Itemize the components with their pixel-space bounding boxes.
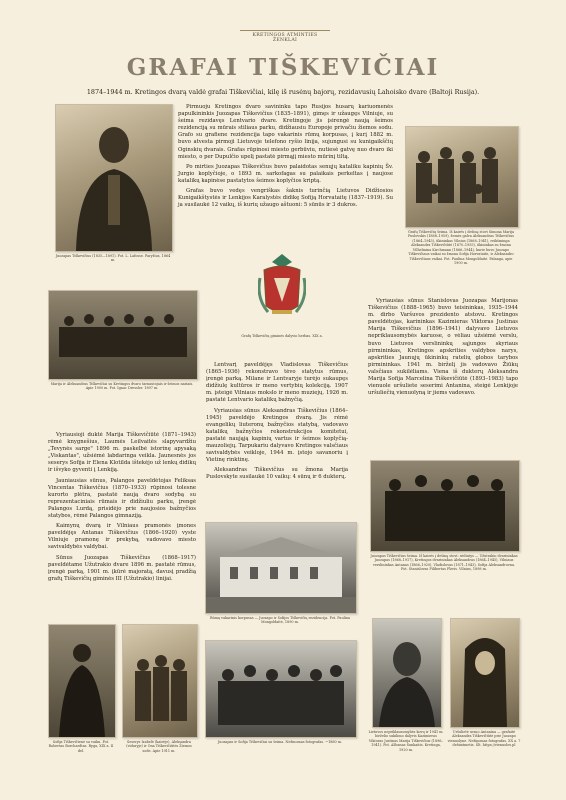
photo-family-group-right xyxy=(405,126,519,228)
middle-paragraph-2: Vyriausias sūnus Aleksandras Tiškevičius (1864–1945) paveldėjo Kretingos dvarą. Jis rėmė evangelikų liuteronų bažnyčios statybą, vadovavo katalikų bažnyčios rekonstrukcijos komitetui, pastatė naująją kapinių vartus ir šeimos koplyčią-mauzoliejų. Tarpukariu dalyvavo Kretingos valsčiaus savivaldybės veikloje, 1944 m. įstojo savanoriu į Vietinę rinktinę. xyxy=(206,407,348,464)
photo-seserys xyxy=(122,624,198,738)
portrait-figure-icon xyxy=(56,105,172,251)
group-bottom-figures-icon xyxy=(206,641,356,737)
middle-text xyxy=(206,362,348,485)
intro-paragraph-2: Po mirties Juozapas Tiškevičius buvo palaidotas senųjų kataliku kapinių Šv. Jurgio koplyčioje, o 1893 m. sarkofagas su palaikais perkeltas į naujose katalikų kapinėse pastatytos šeimos koplyčios kriptą. xyxy=(178,163,393,184)
caption-juozapas: Juozapas Tiškevičius (1835—1891). Fot. L. Lafosse. Paryžius, 1864 m. xyxy=(55,254,171,263)
intro-text xyxy=(178,104,393,212)
caption-group-bottom: Juozapas ir Sofija Tiškevičiai su šeima. Nežinomas fotografas. ~1880 m. xyxy=(217,740,343,744)
caption-seserys: Seserys Izabelė (kairėje), Aleksandra (viduryje) ir Ona Tiškevičiūtės Žiemos sode. Apie 1911 m. xyxy=(126,740,192,753)
series-label: KRETINGOS ATMINTIES ŽENKLAI xyxy=(252,33,318,43)
sofija-figure-icon xyxy=(49,625,115,737)
intro-paragraph-3: Grafas buvo vedęs vengriškas šaknis turinčią Lietuvos Didžiosios Kunigaikštystės ir Lenkijos Karalystės didikę Sofiją Horvataitę (1837–1919). Su ja susilaukė 12 vaikų, iš kurių užaugo aštuoni: 5 sūnūs ir 3 dukros. xyxy=(178,188,393,209)
left-paragraph-2: Jauniausias sūnus, Palangos paveldėtojas Feliksas Vincentas Tiškevičius (1870–1933) rūpinosi tolesne kurorto plėtra, pastatė naują dvaro sodybą su reprezentaciniais rūmais ir didžiuliu parku, įrengė Palangos Lurdą, prisidėjo prie naujosios bažnyčios statybos, rėmė Palangos gimnaziją. xyxy=(48,477,196,520)
intro-paragraph-1: Pirmuoju Kretingos dvaro savininku tapo Rusijos husarų kariuomenės papulkininkis Juozapas Tiškevičius (1835–1891), gimęs ir užaugęs Vilniuje, su šeima rezidavęs Lentvario dvare. Kretingoje jis įsirengė naują šeimos rezidenciją su mūrais stiliaus parku, didžiausiu Europoje privačiu žiemos sodu. Grafo su grafiene rezidencija tapo vakarinis rūmų korpusas, į kurį 1882 m. buvo atvesta pirmoji Lietuvoje telefono ryšio linija, sujungusi su kunigaikščių Oginskių dvarais. Grafas rūpinosi miesto gerbūviu, nutiesė gatvę nuo dvaro iki miesto, o per Dupulčio upelį pastatė pirmąjį miesto mūrinį tiltą. xyxy=(178,104,393,160)
caption-kazimieras: Lietuvos nepriklausomybės kovų ir 1941 m. birželio sukilimo dalyvis Kazimieras Viktoras Justinas Marija Tiškevičius (1896–1941). Fot. Alfonsas Sunkaitis. Kretinga, 1920 m. xyxy=(368,730,444,752)
page-subtitle: 1874–1944 m. Kretingos dvarą valdė grafai Tiškevičiai, kilę iš rusėnų bajorų, rezidavusių Lahoisko dvare (Baltoji Rusija). xyxy=(86,88,480,96)
left-paragraph-1: Vyriausioji duktė Marija Tiškevičiūtė (1871–1943) rėmė knygnešius, Laumės Leilvaitės slapyvardžiu „Tevynės sarge" 1896 m. paskelbė istorinę apysaką „Viskantas", užsiėmė labdaringa veikla. Jaunesnės jos seserys Sofija ir Elena Klotilda ištekėjo už lenkų didikų ir išvyko gyventi į Lenkiją. xyxy=(48,432,196,474)
photo-family-group-middle-right xyxy=(370,460,520,552)
seserys-figures-icon xyxy=(123,625,197,737)
caption-sofija: Sofija Tiškevičienė su vaiku. Fot. Robertas Borchardtas. Ryga, XIX a. II del. xyxy=(48,740,114,753)
photo-antanina xyxy=(450,618,520,728)
caption-family-middle-right: Juozapas Tiškevičius šeima. Iš kairės į dešinę stovi: sėdintys — Užutrakio dvarininkas Juozapas (1868–1917), Kretingos dvarininkas Aleksandras (1864–1945), Vilniaus verslininkas Antanas (1866–1920), Vladislovas (1871–1943), Sofija Aleksandrovna. Fot. Stanislovas Filibertas Fleris. Vilnius, 1898 m. xyxy=(370,554,518,572)
kazimieras-portrait-icon xyxy=(373,619,441,727)
caption-antanina: Uršulietė sesuo Antanina — grafaitė Aleksandra Tiškevičiūtė prie Juozapo vienuolyne. Nežinomas fotografas. XX a. 7 dešimtmetis. Šlt. https://vienuoles.pl xyxy=(447,730,521,748)
palace-building-icon xyxy=(206,523,356,613)
caption-family-right: Grafų Tiškevičių šeima. Iš kairės į dešinę stovi Simona Marija Puslovskis (1888–1959), žemės galva Aleksandras Tiškevičius (1864–1945), ūkininkas Vilnius (1868–1941), reikšminga Aleksandra Tiškevičiūtė (1870–1955), ūkininkas su žmona Vilhelmina Kirchmann (1866–1944), kurie buvo Juozapo Tiškevičiaus vaikai su žmona Sofija Horvataite, ir Aleksandro Tiškevičiaus vaikai. Fot. Paulina Mongoldaitė. Palanga, apie 1900 m. xyxy=(407,230,515,265)
antanina-portrait-icon xyxy=(451,619,519,727)
middle-paragraph-1: Lentvarį paveldėjęs Vladislovas Tiškevičius (1865–1936) rekonstravo tėvo statytus rūmus, įrengė parką. Milane ir Lentvaryje turėjo sukaupęs didžiulę kultūros ir meno vertybių kolekciją. 1907 m. įsteigė Vilniaus mokslo ir meno muziejų. 1926 m. pastatė Lentvario katalikų bažnyčią. xyxy=(206,362,348,404)
page-title: GRAFAI TIŠKEVIČIAI xyxy=(126,54,440,81)
photo-palace xyxy=(205,522,357,614)
group-left-figures-icon xyxy=(49,291,197,379)
series-banner xyxy=(240,20,330,42)
photo-sofija xyxy=(48,624,116,738)
caption-coat-of-arms: Grafų Tiškevičių giminės dalyvio herbas. XIX a. xyxy=(241,334,323,338)
coat-of-arms-icon xyxy=(258,248,306,332)
banner-rule xyxy=(240,30,330,31)
family-middle-right-icon xyxy=(371,461,519,551)
left-paragraph-4: Sūnus Juozapas Tiškevičius (1868–1917) paveldėtame Užutrakio dvare 1896 m. pastatė rūmus, įrengė parką, 1901 m. įkūrė majoratą, davusį pradžią grafų Tiškevičių giminės III (Užutrakio) linijai. xyxy=(48,554,196,582)
left-paragraph-3: Kaimynų dvarą ir Vilniaus pramonės įmones paveldėjęs Antanas Tiškevičius (1866–1920) vyste Vilniuje pramonę ir prekybą, vadovavo miesto savivaldybės valdybai. xyxy=(48,523,196,551)
coat-of-arms xyxy=(258,248,306,332)
photo-juozapas-portrait xyxy=(55,104,173,252)
photo-group-left xyxy=(48,290,198,380)
right-paragraph-1: Vyriausias sūnus Stanislovas Juozapas Marijonas Tiškevičius (1888–1965) buvo teisininkas, 1935–1944 m. dirbo Varšuvos prezidento atstovu. Kretingos paveldėtojas, karininkas Kazimieras Viktoras Justinas Marija Tiškevičius (1896–1941) dalyvavo Lietuvos nepriklausomybės karuose, o vėliau užsiėmė verslu, buvo Lietuvos verslininkų sąjungos skyriaus pirmininkas, Kretingos apskrities valdybos narys, apskrities Jaunųjų ūkininkų ratelių globos tarybos pirmininkas. 1941 m. birželį jis vadovavo Žiūkų valsčiaus sukilėliams. Viena iš dukterų Aleksandra Marija Sofija Marcelina Tiškevičiūtė (1893–1983) tapo vienuole uršuliete seserimi Antanina, steigė Lenkijoje uršuliečių vienuolyną ir jiems vadovavo. xyxy=(368,298,518,397)
caption-group-left: Marija ir Aleksandras Tiškevičiai su Kretingos dvaro tarnautojais ir šeimos nariais. Apie 1900 m. Fot. Ignac Dressler. 1897 m. xyxy=(50,382,194,391)
middle-paragraph-3: Aleksandras Tiškevičius su žmona Marija Puslovskyte susilaukė 10 vaikų: 4 sūnų ir 6 dukterų. xyxy=(206,467,348,481)
left-text xyxy=(48,432,196,586)
photo-kazimieras xyxy=(372,618,442,728)
caption-palace: Rūmų vakarinis korpusas — Juozapo ir Sofijos Tiškevičių rezidencija. Fot. Paulina Mongoldaitė, 1890 m. xyxy=(209,616,351,625)
photo-group-bottom xyxy=(205,640,357,738)
group-figures-icon xyxy=(406,127,518,227)
right-text xyxy=(368,298,518,400)
